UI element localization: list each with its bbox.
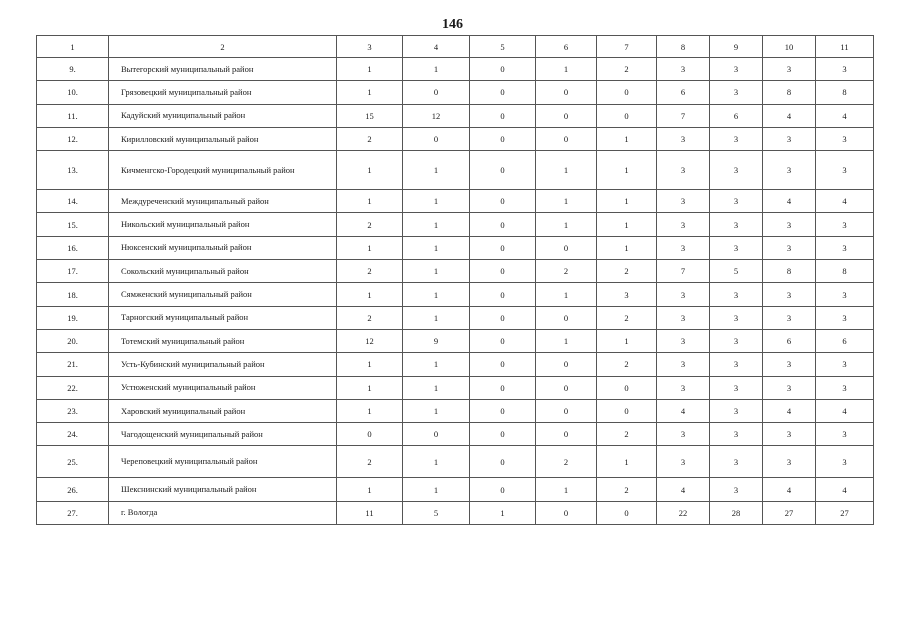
value-cell: 3: [657, 376, 710, 399]
value-cell: 0: [536, 127, 597, 150]
row-number-cell: 20.: [37, 329, 109, 352]
value-cell: 1: [337, 376, 403, 399]
statistics-table: [36, 35, 874, 525]
value-cell: 4: [763, 478, 816, 501]
value-cell: 2: [337, 306, 403, 329]
district-name-cell: Вытегорский муниципальный район: [109, 58, 337, 81]
value-cell: 3: [816, 213, 874, 236]
table-row: [37, 446, 874, 478]
value-cell: 2: [337, 213, 403, 236]
column-header: 2: [109, 36, 337, 58]
value-cell: 1: [403, 190, 470, 213]
value-cell: 3: [763, 376, 816, 399]
district-name-cell: Сямженский муниципальный район: [109, 283, 337, 306]
value-cell: 1: [337, 478, 403, 501]
value-cell: 1: [403, 306, 470, 329]
value-cell: 0: [536, 423, 597, 446]
value-cell: 5: [710, 260, 763, 283]
value-cell: 1: [337, 81, 403, 104]
value-cell: 4: [816, 478, 874, 501]
value-cell: 0: [470, 478, 536, 501]
value-cell: 3: [710, 151, 763, 190]
value-cell: 1: [597, 190, 657, 213]
table-row: [37, 151, 874, 190]
value-cell: 4: [816, 104, 874, 127]
value-cell: 0: [597, 81, 657, 104]
value-cell: 3: [710, 283, 763, 306]
row-number-cell: 25.: [37, 446, 109, 478]
value-cell: 3: [710, 376, 763, 399]
value-cell: 1: [403, 260, 470, 283]
column-header: 11: [816, 36, 874, 58]
value-cell: 27: [816, 501, 874, 524]
value-cell: 1: [337, 283, 403, 306]
table-row: [37, 399, 874, 422]
value-cell: 3: [710, 213, 763, 236]
row-number-cell: 9.: [37, 58, 109, 81]
value-cell: 3: [816, 376, 874, 399]
value-cell: 2: [337, 127, 403, 150]
value-cell: 0: [470, 446, 536, 478]
value-cell: 0: [536, 353, 597, 376]
value-cell: 7: [657, 104, 710, 127]
value-cell: 1: [403, 213, 470, 236]
value-cell: 4: [763, 104, 816, 127]
value-cell: 3: [816, 306, 874, 329]
value-cell: 3: [710, 190, 763, 213]
value-cell: 11: [337, 501, 403, 524]
value-cell: 3: [763, 236, 816, 259]
value-cell: 0: [536, 236, 597, 259]
value-cell: 0: [536, 306, 597, 329]
table-row: [37, 501, 874, 524]
column-header: 1: [37, 36, 109, 58]
value-cell: 1: [536, 190, 597, 213]
value-cell: 3: [710, 58, 763, 81]
district-name-cell: Кичменгско-Городецкий муниципальный район: [109, 151, 337, 190]
value-cell: 3: [657, 151, 710, 190]
value-cell: 0: [597, 399, 657, 422]
value-cell: 1: [337, 399, 403, 422]
value-cell: 3: [710, 236, 763, 259]
row-number-cell: 14.: [37, 190, 109, 213]
value-cell: 1: [597, 213, 657, 236]
value-cell: 3: [710, 399, 763, 422]
value-cell: 0: [470, 283, 536, 306]
table-row: [37, 353, 874, 376]
value-cell: 3: [816, 446, 874, 478]
district-name-cell: Чагодощенский муниципальный район: [109, 423, 337, 446]
value-cell: 1: [536, 58, 597, 81]
value-cell: 2: [597, 353, 657, 376]
value-cell: 2: [536, 260, 597, 283]
value-cell: 0: [403, 127, 470, 150]
value-cell: 0: [536, 81, 597, 104]
table-row: [37, 260, 874, 283]
value-cell: 1: [597, 446, 657, 478]
value-cell: 22: [657, 501, 710, 524]
district-name-cell: г. Вологда: [109, 501, 337, 524]
value-cell: 0: [470, 399, 536, 422]
value-cell: 3: [657, 423, 710, 446]
value-cell: 1: [403, 283, 470, 306]
district-name-cell: Шекснинский муниципальный район: [109, 478, 337, 501]
value-cell: 3: [816, 423, 874, 446]
value-cell: 1: [403, 353, 470, 376]
value-cell: 0: [470, 104, 536, 127]
column-header: 5: [470, 36, 536, 58]
value-cell: 0: [597, 104, 657, 127]
value-cell: 0: [536, 501, 597, 524]
table-row: [37, 213, 874, 236]
row-number-cell: 12.: [37, 127, 109, 150]
value-cell: 0: [470, 127, 536, 150]
value-cell: 0: [470, 190, 536, 213]
value-cell: 3: [710, 329, 763, 352]
value-cell: 7: [657, 260, 710, 283]
column-header: 9: [710, 36, 763, 58]
value-cell: 0: [597, 501, 657, 524]
column-header: 3: [337, 36, 403, 58]
value-cell: 1: [403, 478, 470, 501]
value-cell: 8: [816, 260, 874, 283]
value-cell: 3: [816, 283, 874, 306]
column-header: 10: [763, 36, 816, 58]
table-row: [37, 190, 874, 213]
value-cell: 0: [403, 81, 470, 104]
district-name-cell: Нюксенский муниципальный район: [109, 236, 337, 259]
value-cell: 0: [470, 423, 536, 446]
district-name-cell: Сокольский муниципальный район: [109, 260, 337, 283]
value-cell: 8: [763, 260, 816, 283]
page-number: 146: [442, 17, 463, 32]
row-number-cell: 26.: [37, 478, 109, 501]
value-cell: 1: [337, 236, 403, 259]
district-name-cell: Междуреченский муниципальный район: [109, 190, 337, 213]
column-header: 7: [597, 36, 657, 58]
value-cell: 3: [816, 353, 874, 376]
value-cell: 0: [470, 151, 536, 190]
value-cell: 2: [597, 260, 657, 283]
district-name-cell: Тотемский муниципальный район: [109, 329, 337, 352]
value-cell: 3: [816, 58, 874, 81]
district-name-cell: Харовский муниципальный район: [109, 399, 337, 422]
value-cell: 3: [657, 127, 710, 150]
row-number-cell: 24.: [37, 423, 109, 446]
table-row: [37, 58, 874, 81]
value-cell: 3: [657, 190, 710, 213]
value-cell: 9: [403, 329, 470, 352]
value-cell: 3: [710, 127, 763, 150]
value-cell: 3: [710, 306, 763, 329]
table-row: [37, 81, 874, 104]
district-name-cell: Кадуйский муниципальный район: [109, 104, 337, 127]
district-name-cell: Устюженский муниципальный район: [109, 376, 337, 399]
value-cell: 3: [657, 306, 710, 329]
value-cell: 0: [536, 104, 597, 127]
value-cell: 0: [470, 353, 536, 376]
column-header: 6: [536, 36, 597, 58]
value-cell: 3: [657, 283, 710, 306]
value-cell: 28: [710, 501, 763, 524]
value-cell: 1: [597, 151, 657, 190]
value-cell: 1: [337, 151, 403, 190]
value-cell: 3: [710, 423, 763, 446]
value-cell: 1: [403, 58, 470, 81]
value-cell: 0: [536, 376, 597, 399]
district-name-cell: Череповецкий муниципальный район: [109, 446, 337, 478]
value-cell: 1: [337, 58, 403, 81]
value-cell: 3: [597, 283, 657, 306]
value-cell: 3: [816, 127, 874, 150]
value-cell: 3: [763, 151, 816, 190]
value-cell: 3: [763, 213, 816, 236]
value-cell: 1: [597, 236, 657, 259]
value-cell: 3: [710, 81, 763, 104]
value-cell: 1: [597, 329, 657, 352]
value-cell: 3: [657, 446, 710, 478]
table-row: [37, 376, 874, 399]
value-cell: 1: [403, 376, 470, 399]
value-cell: 0: [470, 236, 536, 259]
value-cell: 2: [597, 306, 657, 329]
value-cell: 6: [816, 329, 874, 352]
value-cell: 2: [337, 446, 403, 478]
value-cell: 3: [816, 151, 874, 190]
value-cell: 1: [597, 127, 657, 150]
district-name-cell: Тарногский муниципальный район: [109, 306, 337, 329]
value-cell: 6: [657, 81, 710, 104]
table-row: [37, 329, 874, 352]
value-cell: 2: [597, 423, 657, 446]
value-cell: 1: [536, 283, 597, 306]
value-cell: 3: [710, 478, 763, 501]
row-number-cell: 17.: [37, 260, 109, 283]
value-cell: 4: [763, 190, 816, 213]
value-cell: 1: [536, 213, 597, 236]
table-row: [37, 478, 874, 501]
value-cell: 6: [763, 329, 816, 352]
table-row: [37, 236, 874, 259]
value-cell: 8: [816, 81, 874, 104]
row-number-cell: 16.: [37, 236, 109, 259]
value-cell: 3: [816, 236, 874, 259]
value-cell: 0: [470, 213, 536, 236]
column-header: 8: [657, 36, 710, 58]
value-cell: 3: [657, 58, 710, 81]
table-row: [37, 104, 874, 127]
value-cell: 4: [816, 190, 874, 213]
value-cell: 2: [597, 478, 657, 501]
row-number-cell: 22.: [37, 376, 109, 399]
value-cell: 0: [470, 260, 536, 283]
value-cell: 3: [710, 353, 763, 376]
value-cell: 0: [470, 81, 536, 104]
row-number-cell: 27.: [37, 501, 109, 524]
row-number-cell: 11.: [37, 104, 109, 127]
value-cell: 3: [763, 446, 816, 478]
value-cell: 4: [657, 399, 710, 422]
row-number-cell: 23.: [37, 399, 109, 422]
value-cell: 0: [597, 376, 657, 399]
value-cell: 2: [536, 446, 597, 478]
value-cell: 1: [470, 501, 536, 524]
value-cell: 3: [763, 127, 816, 150]
value-cell: 6: [710, 104, 763, 127]
value-cell: 2: [337, 260, 403, 283]
district-name-cell: Грязовецкий муниципальный район: [109, 81, 337, 104]
value-cell: 3: [763, 306, 816, 329]
value-cell: 0: [470, 376, 536, 399]
value-cell: 5: [403, 501, 470, 524]
district-name-cell: Усть-Кубинский муниципальный район: [109, 353, 337, 376]
value-cell: 3: [657, 329, 710, 352]
row-number-cell: 18.: [37, 283, 109, 306]
column-header: 4: [403, 36, 470, 58]
table-row: [37, 127, 874, 150]
value-cell: 15: [337, 104, 403, 127]
value-cell: 0: [470, 306, 536, 329]
value-cell: 1: [536, 478, 597, 501]
value-cell: 1: [403, 446, 470, 478]
value-cell: 3: [710, 446, 763, 478]
value-cell: 0: [470, 58, 536, 81]
value-cell: 1: [403, 151, 470, 190]
value-cell: 0: [337, 423, 403, 446]
row-number-cell: 15.: [37, 213, 109, 236]
value-cell: 3: [763, 353, 816, 376]
value-cell: 4: [657, 478, 710, 501]
value-cell: 1: [536, 329, 597, 352]
value-cell: 0: [536, 399, 597, 422]
district-name-cell: Никольский муниципальный район: [109, 213, 337, 236]
table-row: [37, 306, 874, 329]
value-cell: 0: [403, 423, 470, 446]
table-row: [37, 283, 874, 306]
value-cell: 1: [536, 151, 597, 190]
value-cell: 2: [597, 58, 657, 81]
district-name-cell: Кирилловский муниципальный район: [109, 127, 337, 150]
value-cell: 4: [763, 399, 816, 422]
value-cell: 12: [337, 329, 403, 352]
header-row: [37, 36, 874, 58]
value-cell: 1: [403, 399, 470, 422]
value-cell: 3: [763, 283, 816, 306]
row-number-cell: 19.: [37, 306, 109, 329]
value-cell: 3: [763, 423, 816, 446]
value-cell: 1: [337, 353, 403, 376]
value-cell: 3: [657, 236, 710, 259]
value-cell: 1: [337, 190, 403, 213]
value-cell: 27: [763, 501, 816, 524]
value-cell: 0: [470, 329, 536, 352]
row-number-cell: 21.: [37, 353, 109, 376]
value-cell: 3: [657, 213, 710, 236]
row-number-cell: 13.: [37, 151, 109, 190]
value-cell: 3: [763, 58, 816, 81]
value-cell: 3: [657, 353, 710, 376]
table-row: [37, 423, 874, 446]
row-number-cell: 10.: [37, 81, 109, 104]
value-cell: 12: [403, 104, 470, 127]
value-cell: 8: [763, 81, 816, 104]
value-cell: 4: [816, 399, 874, 422]
value-cell: 1: [403, 236, 470, 259]
